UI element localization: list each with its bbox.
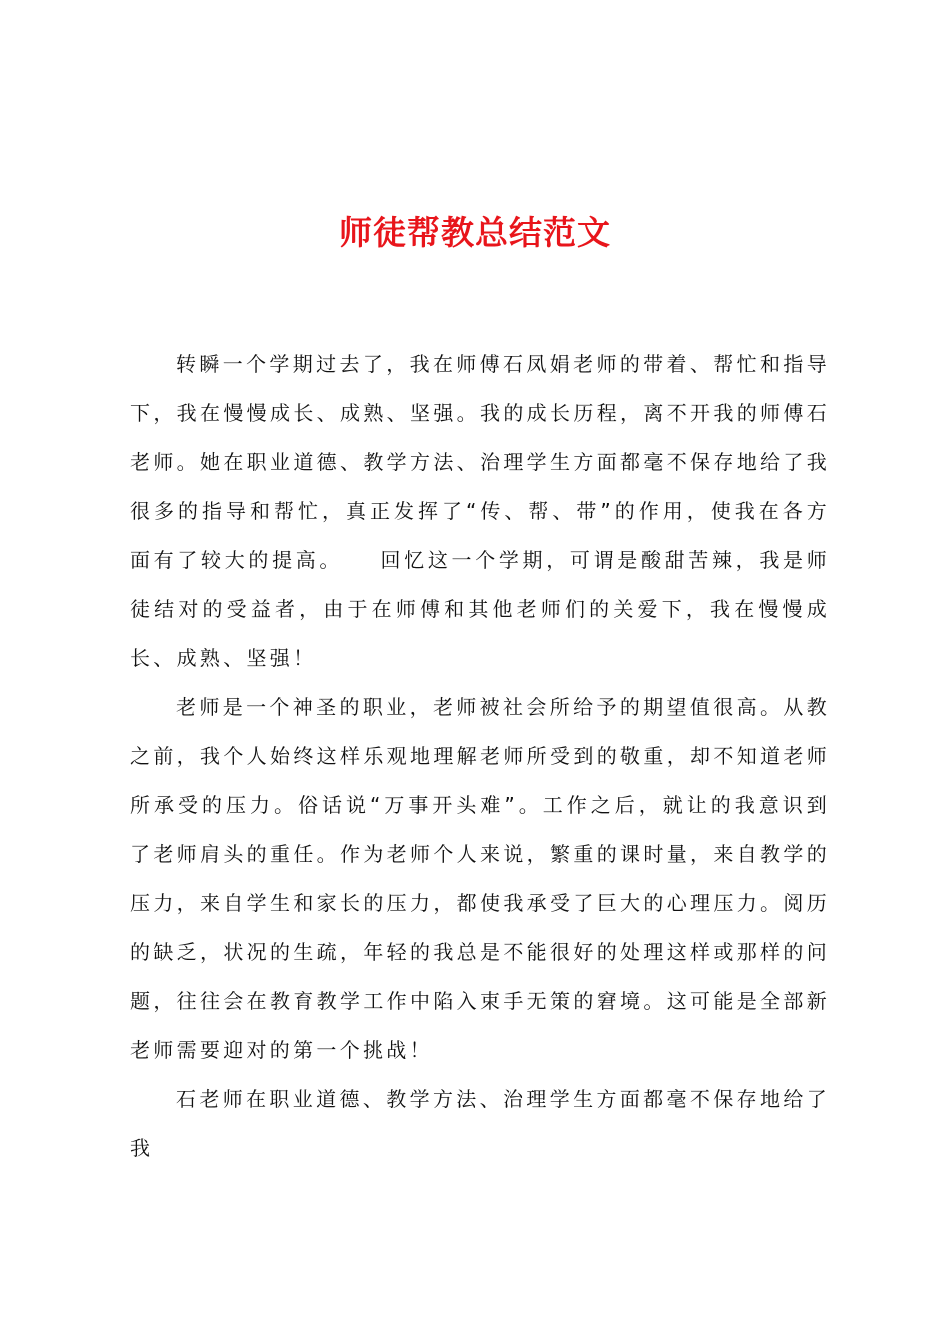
document-title: 师徒帮教总结范文 — [339, 213, 611, 252]
document-body — [130, 340, 830, 1173]
paragraph-3: 石老师在职业道德、教学方法、治理学生方面都毫不保存地给了我 — [130, 1087, 830, 1160]
paragraph-2: 老师是一个神圣的职业，老师被社会所给予的期望值很高。从教之前，我个人始终这样乐观地理解老师所受到的敬重，却不知道老师所承受的压力。俗话说“万事开头难”。工作之后，就让的我意识到了老师肩头的重任。作为老师个人来说，繁重的课时量，来自教学的压力，来自学生和家长的压力，都使我承受了巨大的心理压力。阅历的缺乏，状况的生疏，年轻的我总是不能很好的处理这样或那样的问题，往往会在教育教学工作中陷入束手无策的窘境。这可能是全部新老师需要迎对的第一个挑战！ — [130, 695, 830, 1062]
paragraph-1: 转瞬一个学期过去了，我在师傅石凤娟老师的带着、帮忙和指导下，我在慢慢成长、成熟、坚强。我的成长历程，离不开我的师傅石老师。她在职业道德、教学方法、治理学生方面都毫不保存地给了我很多的指导和帮忙，真正发挥了“传、帮、带”的作用，使我在各方面有了较大的提高。 回忆这一个学期，可谓是酸甜苦辣，我是师徒结对的受益者，由于在师傅和其他老师们的关爱下，我在慢慢成长、成熟、坚强！ — [130, 352, 830, 670]
